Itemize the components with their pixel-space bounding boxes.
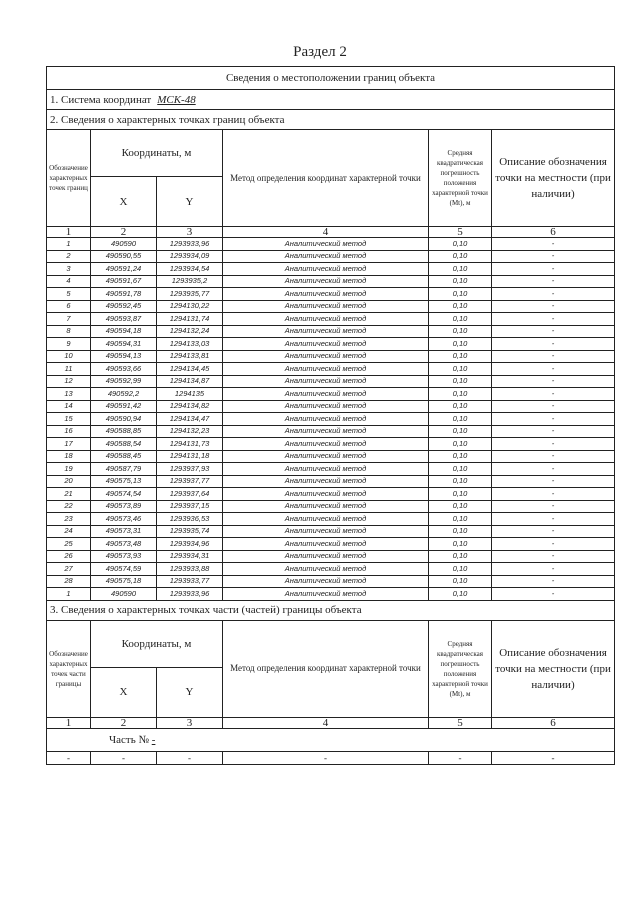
point-number: 12 — [47, 375, 91, 388]
description: - — [492, 500, 615, 513]
x-value: 490573,46 — [91, 513, 157, 526]
y-value: 1293936,53 — [157, 513, 223, 526]
y-value: 1293937,15 — [157, 500, 223, 513]
description: - — [492, 463, 615, 476]
error-value: 0,10 — [429, 563, 492, 576]
method: Аналитический метод — [223, 513, 429, 526]
x-value: 490574,59 — [91, 563, 157, 576]
error-value: 0,10 — [429, 538, 492, 551]
description: - — [492, 575, 615, 588]
x-value: 490594,13 — [91, 350, 157, 363]
point-number: 1 — [47, 238, 91, 251]
method: Аналитический метод — [223, 438, 429, 451]
error-value: 0,10 — [429, 263, 492, 276]
y-value: 1294131,73 — [157, 438, 223, 451]
point-number: 10 — [47, 350, 91, 363]
y-value: 1294134,47 — [157, 413, 223, 426]
y-value: 1294131,74 — [157, 313, 223, 326]
x-value: 490588,54 — [91, 438, 157, 451]
method: Аналитический метод — [223, 263, 429, 276]
point-number: 27 — [47, 563, 91, 576]
x-value: 490591,78 — [91, 288, 157, 301]
point-number: 3 — [47, 263, 91, 276]
error-value: 0,10 — [429, 463, 492, 476]
table-row — [47, 425, 615, 438]
header-coords-part: Координаты, м — [91, 620, 223, 667]
method: Аналитический метод — [223, 400, 429, 413]
header-x-part: X — [91, 667, 157, 717]
table-row — [47, 450, 615, 463]
table-row — [47, 350, 615, 363]
table-row — [47, 438, 615, 451]
header-description: Описание обозначения точки на местности (при наличии) — [492, 130, 615, 227]
method: Аналитический метод — [223, 350, 429, 363]
part-row: - - - - - - — [47, 751, 615, 764]
table-row — [47, 588, 615, 601]
method: Аналитический метод — [223, 413, 429, 426]
coordinates-table-body — [47, 238, 615, 601]
section-1-coordinate-system: 1. Система координат МСК-48 — [47, 90, 615, 110]
error-value: 0,10 — [429, 525, 492, 538]
y-value: 1294133,03 — [157, 338, 223, 351]
header-description-part: Описание обозначения точки на местности (при наличии) — [492, 620, 615, 717]
header-x: X — [91, 177, 157, 227]
header-method: Метод определения координат характерной точки — [223, 130, 429, 227]
y-value: 1293934,31 — [157, 550, 223, 563]
description: - — [492, 263, 615, 276]
y-value: 1293935,77 — [157, 288, 223, 301]
y-value: 1294132,24 — [157, 325, 223, 338]
table-row — [47, 250, 615, 263]
y-value: 1293937,77 — [157, 475, 223, 488]
method: Аналитический метод — [223, 588, 429, 601]
y-value: 1294131,18 — [157, 450, 223, 463]
x-value: 490592,45 — [91, 300, 157, 313]
y-value: 1293934,96 — [157, 538, 223, 551]
error-value: 0,10 — [429, 325, 492, 338]
error-value: 0,10 — [429, 438, 492, 451]
table-row — [47, 313, 615, 326]
point-number: 5 — [47, 288, 91, 301]
table-row — [47, 488, 615, 501]
method: Аналитический метод — [223, 313, 429, 326]
point-number: 15 — [47, 413, 91, 426]
table-row — [47, 525, 615, 538]
x-value: 490574,54 — [91, 488, 157, 501]
description: - — [492, 400, 615, 413]
method: Аналитический метод — [223, 425, 429, 438]
point-number: 11 — [47, 363, 91, 376]
description: - — [492, 300, 615, 313]
x-value: 490591,67 — [91, 275, 157, 288]
point-number: 21 — [47, 488, 91, 501]
point-number: 14 — [47, 400, 91, 413]
method: Аналитический метод — [223, 250, 429, 263]
method: Аналитический метод — [223, 550, 429, 563]
x-value: 490592,2 — [91, 388, 157, 401]
point-number: 16 — [47, 425, 91, 438]
x-value: 490573,48 — [91, 538, 157, 551]
table-row — [47, 288, 615, 301]
method: Аналитический метод — [223, 238, 429, 251]
point-number: 8 — [47, 325, 91, 338]
error-value: 0,10 — [429, 363, 492, 376]
header-y-part: Y — [157, 667, 223, 717]
x-value: 490573,89 — [91, 500, 157, 513]
error-value: 0,10 — [429, 575, 492, 588]
error-value: 0,10 — [429, 288, 492, 301]
point-number: 22 — [47, 500, 91, 513]
point-number: 28 — [47, 575, 91, 588]
description: - — [492, 488, 615, 501]
y-value: 1293935,2 — [157, 275, 223, 288]
table-row — [47, 513, 615, 526]
point-number: 20 — [47, 475, 91, 488]
y-value: 1293937,93 — [157, 463, 223, 476]
method: Аналитический метод — [223, 288, 429, 301]
x-value: 490593,66 — [91, 363, 157, 376]
error-value: 0,10 — [429, 413, 492, 426]
description: - — [492, 525, 615, 538]
x-value: 490588,85 — [91, 425, 157, 438]
table-row — [47, 563, 615, 576]
table-row — [47, 463, 615, 476]
description: - — [492, 538, 615, 551]
method: Аналитический метод — [223, 538, 429, 551]
point-number: 1 — [47, 588, 91, 601]
y-value: 1293934,09 — [157, 250, 223, 263]
x-value: 490590 — [91, 588, 157, 601]
table-row — [47, 575, 615, 588]
point-number: 24 — [47, 525, 91, 538]
point-number: 26 — [47, 550, 91, 563]
y-value: 1294132,23 — [157, 425, 223, 438]
description: - — [492, 563, 615, 576]
description: - — [492, 313, 615, 326]
x-value: 490587,79 — [91, 463, 157, 476]
y-value: 1293933,77 — [157, 575, 223, 588]
description: - — [492, 425, 615, 438]
table-row — [47, 500, 615, 513]
method: Аналитический метод — [223, 275, 429, 288]
description: - — [492, 238, 615, 251]
table-row — [47, 550, 615, 563]
header-error-part: Средняя квадратическая погрешность положения характерной точки (Mt), м — [429, 620, 492, 717]
error-value: 0,10 — [429, 550, 492, 563]
description: - — [492, 388, 615, 401]
method: Аналитический метод — [223, 338, 429, 351]
x-value: 490591,24 — [91, 263, 157, 276]
error-value: 0,10 — [429, 488, 492, 501]
description: - — [492, 475, 615, 488]
table-row — [47, 413, 615, 426]
method: Аналитический метод — [223, 475, 429, 488]
error-value: 0,10 — [429, 275, 492, 288]
x-value: 490588,45 — [91, 450, 157, 463]
table-row — [47, 363, 615, 376]
table-row — [47, 275, 615, 288]
y-value: 1294135 — [157, 388, 223, 401]
y-value: 1294134,82 — [157, 400, 223, 413]
error-value: 0,10 — [429, 300, 492, 313]
method: Аналитический метод — [223, 388, 429, 401]
y-value: 1293934,54 — [157, 263, 223, 276]
header-designation-part: Обозначение характерных точек части границы — [47, 620, 91, 717]
description: - — [492, 338, 615, 351]
description: - — [492, 438, 615, 451]
method: Аналитический метод — [223, 563, 429, 576]
y-value: 1294133,81 — [157, 350, 223, 363]
x-value: 490593,87 — [91, 313, 157, 326]
description: - — [492, 250, 615, 263]
point-number: 9 — [47, 338, 91, 351]
x-value: 490594,31 — [91, 338, 157, 351]
table-row — [47, 475, 615, 488]
table-row — [47, 400, 615, 413]
y-value: 1293933,96 — [157, 238, 223, 251]
table-row — [47, 338, 615, 351]
error-value: 0,10 — [429, 238, 492, 251]
header-y: Y — [157, 177, 223, 227]
error-value: 0,10 — [429, 388, 492, 401]
x-value: 490591,42 — [91, 400, 157, 413]
x-value: 490594,18 — [91, 325, 157, 338]
method: Аналитический метод — [223, 525, 429, 538]
point-number: 25 — [47, 538, 91, 551]
method: Аналитический метод — [223, 375, 429, 388]
x-value: 490575,13 — [91, 475, 157, 488]
description: - — [492, 375, 615, 388]
description: - — [492, 325, 615, 338]
error-value: 0,10 — [429, 313, 492, 326]
table-row — [47, 238, 615, 251]
error-value: 0,10 — [429, 513, 492, 526]
y-value: 1294134,45 — [157, 363, 223, 376]
point-number: 2 — [47, 250, 91, 263]
table-row — [47, 538, 615, 551]
y-value: 1293933,88 — [157, 563, 223, 576]
x-value: 490575,18 — [91, 575, 157, 588]
method: Аналитический метод — [223, 300, 429, 313]
part-number-value: - — [151, 733, 156, 746]
part-number: Часть № - — [47, 728, 615, 751]
description: - — [492, 413, 615, 426]
description: - — [492, 350, 615, 363]
method: Аналитический метод — [223, 463, 429, 476]
description: - — [492, 588, 615, 601]
x-value: 490590,94 — [91, 413, 157, 426]
table-row — [47, 388, 615, 401]
method: Аналитический метод — [223, 450, 429, 463]
description: - — [492, 275, 615, 288]
y-value: 1293935,74 — [157, 525, 223, 538]
description: - — [492, 288, 615, 301]
section-3-heading: 3. Сведения о характерных точках части (частей) границы объекта — [47, 600, 615, 620]
error-value: 0,10 — [429, 350, 492, 363]
method: Аналитический метод — [223, 325, 429, 338]
description: - — [492, 550, 615, 563]
point-number: 13 — [47, 388, 91, 401]
point-number: 17 — [47, 438, 91, 451]
table-row — [47, 375, 615, 388]
header-coords: Координаты, м — [91, 130, 223, 177]
header-designation: Обозначение характерных точек границ — [47, 130, 91, 227]
error-value: 0,10 — [429, 450, 492, 463]
error-value: 0,10 — [429, 588, 492, 601]
page-title: Раздел 2 — [293, 44, 347, 60]
error-value: 0,10 — [429, 250, 492, 263]
x-value: 490573,31 — [91, 525, 157, 538]
point-number: 4 — [47, 275, 91, 288]
column-number-row-part: 1 2 3 4 5 6 — [47, 717, 615, 728]
column-number-row: 1 2 3 4 5 6 — [47, 227, 615, 238]
error-value: 0,10 — [429, 500, 492, 513]
y-value: 1293937,64 — [157, 488, 223, 501]
description: - — [492, 513, 615, 526]
method: Аналитический метод — [223, 488, 429, 501]
x-value: 490590 — [91, 238, 157, 251]
table-row — [47, 325, 615, 338]
point-number: 23 — [47, 513, 91, 526]
y-value: 1294134,87 — [157, 375, 223, 388]
table-row — [47, 263, 615, 276]
x-value: 490573,93 — [91, 550, 157, 563]
method: Аналитический метод — [223, 575, 429, 588]
header-method-part: Метод определения координат характерной точки — [223, 620, 429, 717]
description: - — [492, 363, 615, 376]
caption: Сведения о местоположении границ объекта — [47, 67, 615, 90]
error-value: 0,10 — [429, 425, 492, 438]
point-number: 6 — [47, 300, 91, 313]
error-value: 0,10 — [429, 475, 492, 488]
y-value: 1294130,22 — [157, 300, 223, 313]
x-value: 490590,55 — [91, 250, 157, 263]
document-table — [46, 66, 614, 765]
error-value: 0,10 — [429, 400, 492, 413]
description: - — [492, 450, 615, 463]
x-value: 490592,99 — [91, 375, 157, 388]
method: Аналитический метод — [223, 500, 429, 513]
error-value: 0,10 — [429, 375, 492, 388]
section-2-heading: 2. Сведения о характерных точках границ объекта — [47, 110, 615, 130]
table-row — [47, 300, 615, 313]
coordinate-system-value: МСК-48 — [157, 93, 196, 106]
error-value: 0,10 — [429, 338, 492, 351]
point-number: 19 — [47, 463, 91, 476]
y-value: 1293933,96 — [157, 588, 223, 601]
point-number: 7 — [47, 313, 91, 326]
point-number: 18 — [47, 450, 91, 463]
header-error: Средняя квадратическая погрешность положения характерной точки (Mt), м — [429, 130, 492, 227]
method: Аналитический метод — [223, 363, 429, 376]
